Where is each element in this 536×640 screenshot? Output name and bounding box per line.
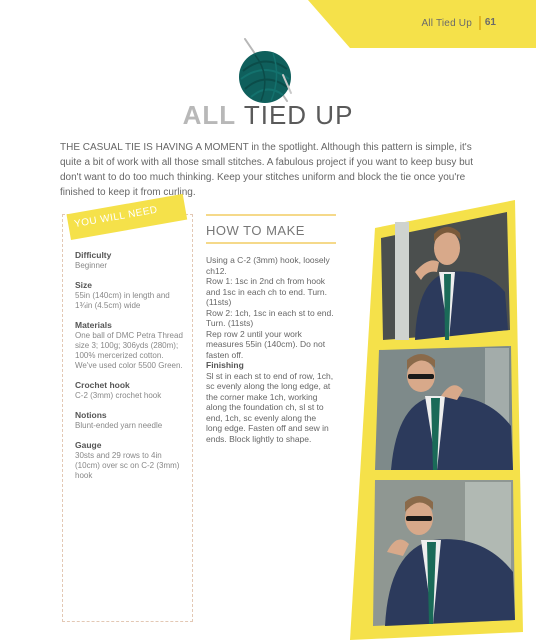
need-value: C-2 (3mm) crochet hook xyxy=(75,391,162,400)
photo-strip-graphic xyxy=(345,200,523,640)
instruction-step: Row 2: 1ch, 1sc in each st to end. Turn. (11sts) xyxy=(206,307,334,328)
need-label: Size xyxy=(75,280,93,290)
intro-paragraph: THE CASUAL TIE IS HAVING A MOMENT in the spotlight. Although this pattern is simple, it's quite a bit of work with all those small stitches. A fabulous project if you want to keep busy but don't want to do too much thinking. Keep your stitches uniform and block the tie once you're finished to keep it from curling. xyxy=(60,142,473,198)
instruction-step: Row 1: 1sc in 2nd ch from hook and 1sc in each ch to end. Turn. (11sts) xyxy=(206,276,327,307)
need-item-difficulty xyxy=(75,250,187,271)
need-item-notions xyxy=(75,410,187,431)
page-title-rest: TIED UP xyxy=(236,100,354,130)
finishing-text: Sl st in each st to end of row, 1ch, sc evenly along the long edge, at the corner make 1ch, working along the foundation ch, sl st to end, 1ch, sc evenly along the long edge. Fasten off and sew in ends. Block lightly to shape. xyxy=(206,370,334,444)
need-value: 55in (140cm) in length and 1¾in (4.5cm) wide xyxy=(75,291,170,310)
photo-strip xyxy=(345,200,523,640)
materials-list xyxy=(75,250,187,490)
need-value: Blunt-ended yarn needle xyxy=(75,421,163,430)
need-item-materials xyxy=(75,320,187,371)
need-label: Materials xyxy=(75,320,112,330)
need-label: Crochet hook xyxy=(75,380,130,390)
page-title xyxy=(0,100,536,131)
need-value: 30sts and 29 rows to 4in (10cm) over sc on C-2 (3mm) hook xyxy=(75,451,180,480)
running-title-divider xyxy=(479,16,481,30)
how-to-make-body xyxy=(206,255,334,444)
instruction-step: Rep row 2 until your work measures 55in (140cm). Do not fasten off. xyxy=(206,328,326,360)
how-to-make-rule-bottom xyxy=(206,242,336,244)
photo-model-1 xyxy=(381,212,510,340)
need-label: Difficulty xyxy=(75,250,112,260)
need-label: Gauge xyxy=(75,440,102,450)
need-label: Notions xyxy=(75,410,107,420)
finishing-heading: Finishing xyxy=(206,360,244,370)
need-value: Beginner xyxy=(75,261,108,270)
photo-model-2 xyxy=(375,346,513,470)
instruction-step: Using a C-2 (3mm) hook, loosely ch12. xyxy=(206,255,330,276)
you-will-need-heading: YOU WILL NEED xyxy=(73,204,159,231)
yarn-ball-icon xyxy=(225,35,305,105)
need-value: One ball of DMC Petra Thread size 3; 100g; 306yds (280m); 100% mercerized cotton. We've used color 5500 Green. xyxy=(75,331,183,370)
need-item-crochet-hook xyxy=(75,380,187,401)
page-title-bold: ALL xyxy=(182,100,237,130)
running-title: All Tied Up xyxy=(421,18,472,29)
how-to-make-rule-top xyxy=(206,214,336,216)
need-item-size xyxy=(75,280,187,311)
page-number: 61 xyxy=(484,17,496,28)
how-to-make-heading: HOW TO MAKE xyxy=(206,223,305,238)
photo-model-3 xyxy=(373,480,515,626)
need-item-gauge xyxy=(75,440,187,481)
